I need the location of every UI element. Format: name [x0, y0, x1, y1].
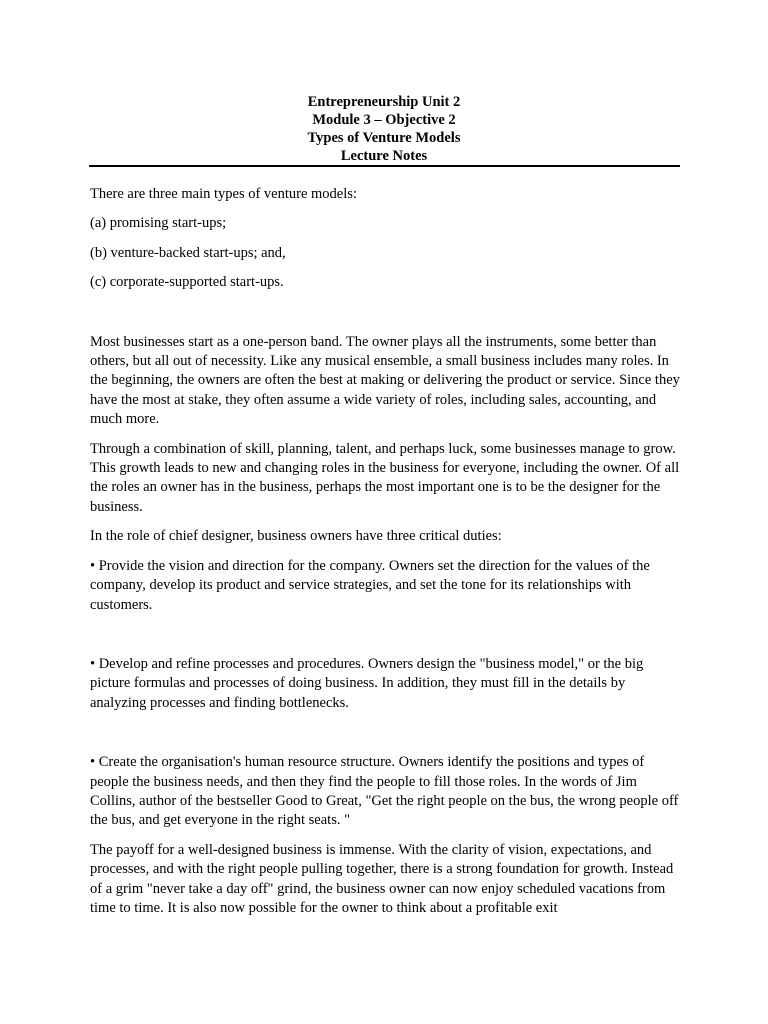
list-item-c: (c) corporate-supported start-ups. — [90, 274, 284, 291]
header-document-type: Lecture Notes — [340, 148, 428, 164]
bullet-processes: • Develop and refine processes and procedures. Owners design the "business model," or the big picture formulas and processes of doing business. In addition, they must fill in the details by analyzing processes and finding bottlenecks. — [90, 655, 644, 711]
list-item-b: (b) venture-backed start-ups; and, — [90, 244, 286, 261]
bullet-human-resources: • Create the organisation's human resource structure. Owners identify the positions and types of people the business needs, and then they find the people to fill those roles. In the words of Jim Collins, author of the bestseller Good to Great, "Get the right people on the bus, the wrong people off the bus, and get everyone in the right seats. " — [90, 754, 679, 829]
intro-paragraph: There are three main types of venture models: — [90, 186, 357, 202]
header-topic-title: Types of Venture Models — [307, 130, 461, 146]
paragraph-chief-designer: In the role of chief designer, business owners have three critical duties: — [90, 528, 502, 545]
header-module-objective: Module 3 – Objective 2 — [312, 112, 456, 128]
header-divider — [89, 165, 680, 167]
header-course-title: Entrepreneurship Unit 2 — [307, 94, 461, 110]
bullet-vision: • Provide the vision and direction for the company. Owners set the direction for the values of the company, develop its product and service strategies, and set the tone for its relationships with customers. — [90, 557, 650, 613]
paragraph-payoff: The payoff for a well-designed business is immense. With the clarity of vision, expectations, and processes, and with the right people pulling together, there is a strong foundation for growth. Instead of a grim "never take a day off" grind, the business owner can now enjoy scheduled vacations from time to time. It is also now possible for the owner to think about a profitable exit — [90, 841, 674, 916]
document-header — [89, 93, 679, 165]
paragraph-growth: Through a combination of skill, planning, talent, and perhaps luck, some businesses manage to grow. This growth leads to new and changing roles in the business for everyone, including the owner. Of all the roles an owner has in the business, perhaps the most important one is to be the designer for the business. — [90, 440, 680, 515]
paragraph-one-person-band: Most businesses start as a one-person band. The owner plays all the instruments, some better than others, but all out of necessity. Like any musical ensemble, a small business includes many roles. In the beginning, the owners are often the best at making or delivering the product or service. Since they have the most at stake, they often assume a wide variety of roles, including sales, accounting, and much more. — [90, 333, 680, 428]
list-item-a: (a) promising start-ups; — [90, 215, 227, 232]
document-body — [90, 185, 684, 918]
